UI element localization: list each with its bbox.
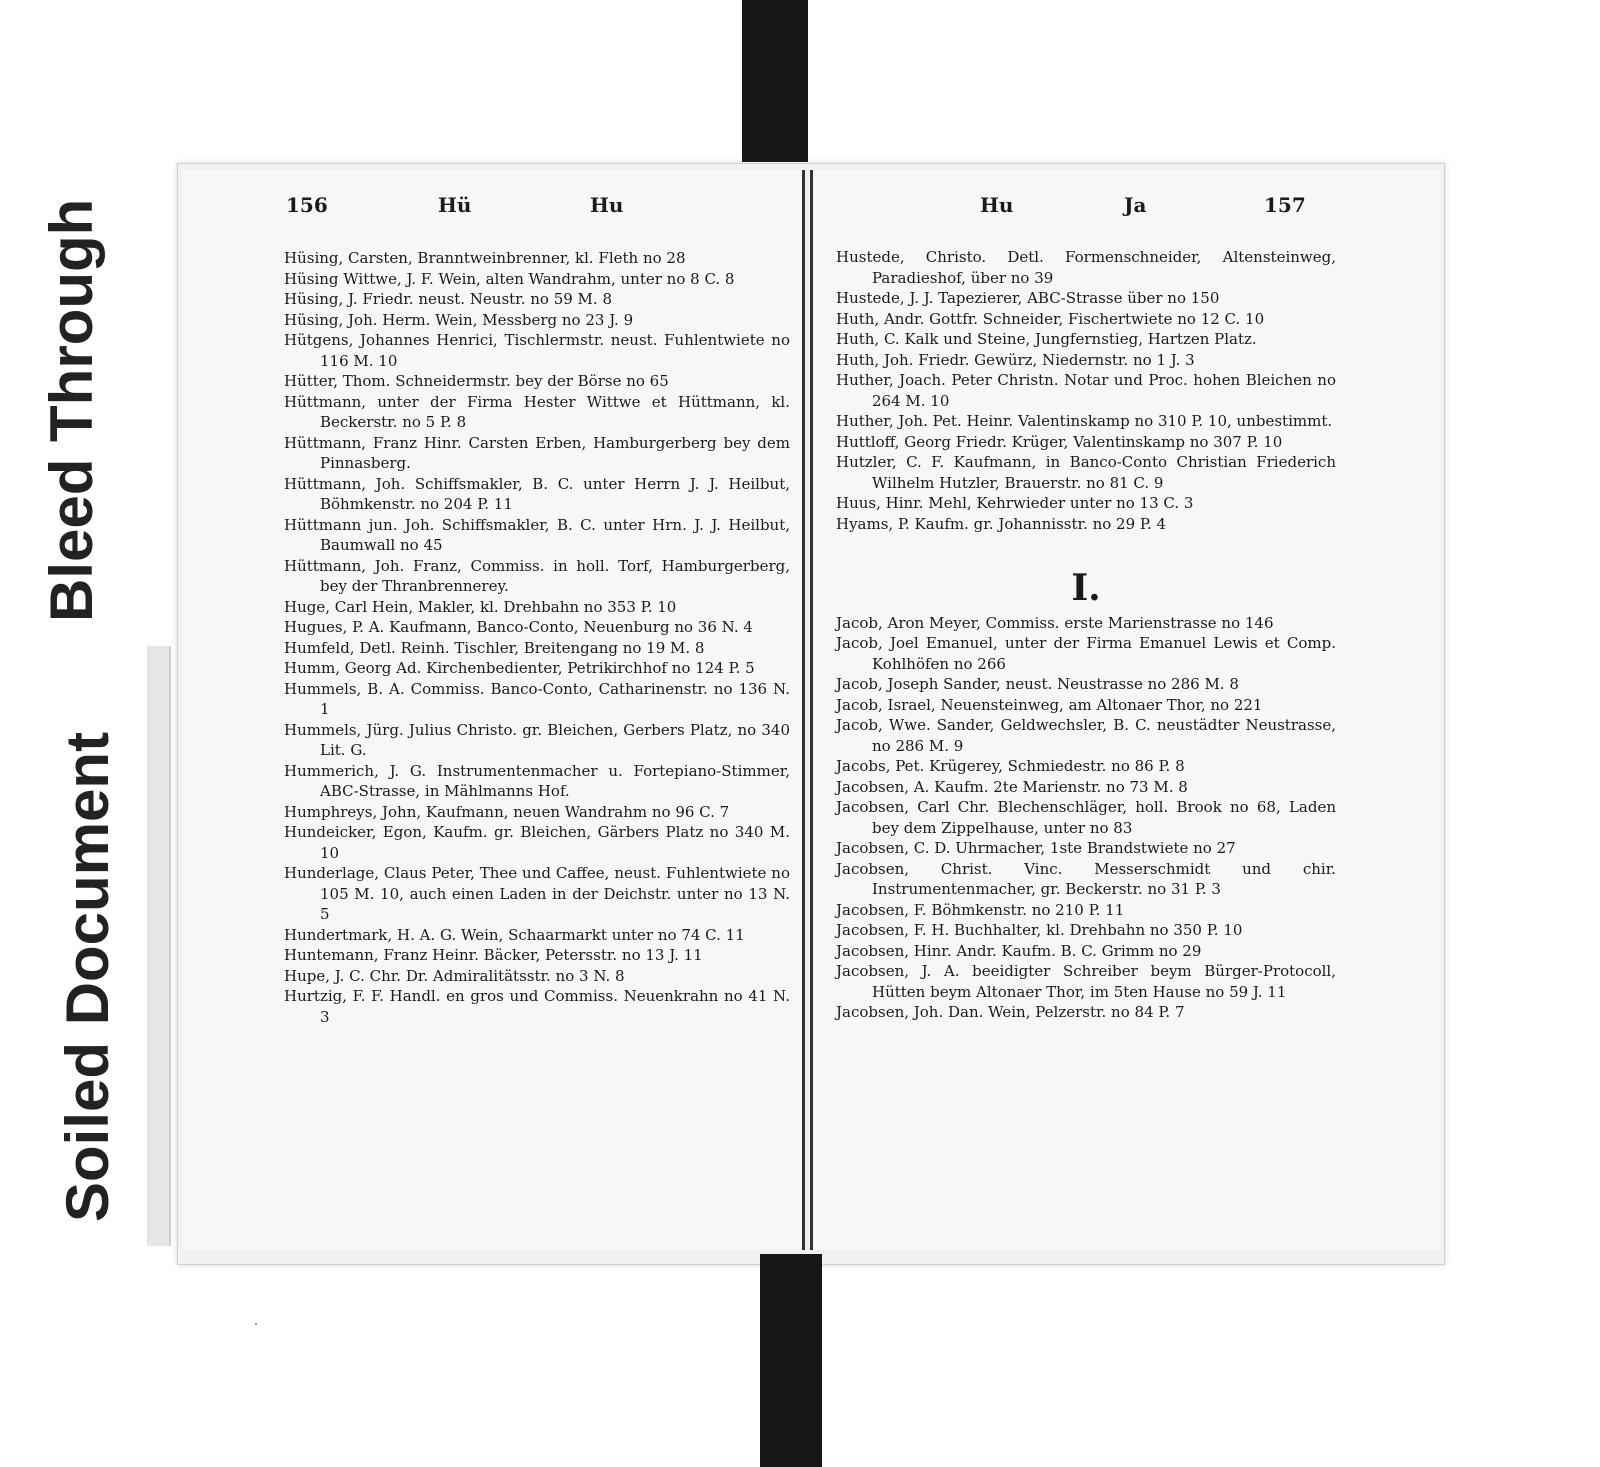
directory-entry: Hyams, P. Kaufm. gr. Johannisstr. no 29 P. 4 (836, 514, 1167, 533)
directory-entry: Hundertmark, H. A. G. Wein, Schaarmarkt unter no 74 C. 11 (284, 925, 745, 944)
right-running-head-1: Hu (980, 193, 1014, 217)
directory-entry: Huth, Andr. Gottfr. Schneider, Fischertwiete no 12 C. 10 (836, 309, 1265, 328)
directory-entry: Hüsing, J. Friedr. neust. Neustr. no 59 M. 8 (284, 290, 612, 308)
right-running-head-2: Ja (1124, 193, 1147, 217)
directory-entry: Hundeicker, Egon, Kaufm. gr. Bleichen, Gärbers Platz no 340 M. 10 (284, 823, 790, 862)
directory-entry: Hüttmann, Joh. Franz, Commiss. in holl. Torf, Hamburgerberg, bey der Thranbrennerey. (284, 556, 790, 595)
directory-entry: Jacobsen, Hinr. Andr. Kaufm. B. C. Grimm no 29 (836, 941, 1202, 960)
directory-entry: Humm, Georg Ad. Kirchenbedienter, Petrikirchhof no 124 P. 5 (284, 659, 755, 677)
left-page-number: 156 (286, 193, 328, 217)
directory-entry: Jacobsen, A. Kaufm. 2te Marienstr. no 73 M. 8 (836, 777, 1188, 796)
directory-entry: Hüttmann, Franz Hinr. Carsten Erben, Hamburgerberg bey dem Pinnasberg. (284, 433, 790, 472)
section-letter-i: I. (1071, 567, 1101, 609)
directory-entry: Jacobsen, F. H. Buchhalter, kl. Drehbahn no 350 P. 10 (836, 921, 1243, 939)
left-running-head-1: Hü (438, 193, 472, 217)
directory-entry: Hugues, P. A. Kaufmann, Banco-Conto, Neuenburg no 36 N. 4 (284, 618, 753, 636)
directory-entry: Huth, C. Kalk und Steine, Jungfernstieg, Hartzen Platz. (836, 330, 1257, 348)
directory-entry: Hummerich, J. G. Instrumentenmacher u. Fortepiano-Stimmer, ABC-Strasse, in Mählmanns Hof. (284, 761, 790, 800)
directory-entry: Hüsing, Carsten, Branntweinbrenner, kl. Fleth no 28 (284, 249, 686, 267)
directory-entry: Jacobsen, C. D. Uhrmacher, 1ste Brandstwiete no 27 (836, 839, 1236, 857)
directory-entry: Jacobsen, J. A. beeidigter Schreiber beym Bürger-Protocoll, Hütten beym Altonaer Thor, im 5ten Hause no 59 J. 11 (836, 962, 1336, 1001)
directory-entry: Hunderlage, Claus Peter, Thee und Caffee, neust. Fuhlentwiete no 105 M. 10, auch einen Laden in der Deichstr. unter no 13 N. 5 (284, 864, 790, 923)
directory-entry: Hüsing Wittwe, J. F. Wein, alten Wandrahm, unter no 8 C. 8 (284, 269, 735, 288)
directory-entry: Hummels, B. A. Commiss. Banco-Conto, Catharinenstr. no 136 N. 1 (284, 679, 790, 718)
directory-entry: Huther, Joach. Peter Christn. Notar und Proc. hohen Bleichen no 264 M. 10 (836, 371, 1336, 410)
speck (255, 1323, 257, 1325)
left-entries-list (284, 248, 790, 1027)
directory-entry: Jacob, Wwe. Sander, Geldwechsler, B. C. neustädter Neustrasse, no 286 M. 9 (836, 716, 1336, 755)
directory-entry: Hutzler, C. F. Kaufmann, in Banco-Conto Christian Friederich Wilhelm Hutzler, Brauerstr. no 81 C. 9 (836, 453, 1336, 492)
directory-entry: Hüttmann jun. Joh. Schiffsmakler, B. C. unter Hrn. J. J. Heilbut, Baumwall no 45 (284, 515, 790, 554)
i-entries (836, 613, 1336, 1023)
directory-entry: Hütter, Thom. Schneidermstr. bey der Börse no 65 (284, 372, 669, 390)
spine-clip-bottom (760, 1254, 822, 1467)
directory-entry: Jacob, Israel, Neuensteinweg, am Altonaer Thor, no 221 (836, 695, 1263, 714)
left-running-head-2: Hu (590, 193, 624, 217)
directory-entry: Jacob, Aron Meyer, Commiss. erste Marienstrasse no 146 (836, 613, 1274, 632)
directory-entry: Huntemann, Franz Heinr. Bäcker, Petersstr. no 13 J. 11 (284, 946, 703, 964)
directory-entry: Huttloff, Georg Friedr. Krüger, Valentinskamp no 307 P. 10 (836, 432, 1283, 451)
right-page-number: 157 (1264, 193, 1306, 217)
directory-entry: Hustede, Christo. Detl. Formenschneider, Altensteinweg, Paradieshof, über no 39 (836, 248, 1336, 287)
directory-entry: Jacobs, Pet. Krügerey, Schmiedestr. no 86 P. 8 (836, 757, 1185, 775)
directory-entry: Jacobsen, Christ. Vinc. Messerschmidt und chir. Instrumentenmacher, gr. Beckerstr. no 31 P. 3 (836, 859, 1336, 898)
directory-entry: Jacobsen, Joh. Dan. Wein, Pelzerstr. no 84 P. 7 (836, 1003, 1185, 1021)
directory-entry: Jacobsen, F. Böhmkenstr. no 210 P. 11 (836, 900, 1125, 919)
directory-entry: Jacob, Joel Emanuel, unter der Firma Emanuel Lewis et Comp. Kohlhöfen no 266 (836, 634, 1336, 673)
directory-entry: Hüsing, Joh. Herm. Wein, Messberg no 23 J. 9 (284, 310, 634, 329)
directory-entry: Hütgens, Johannes Henrici, Tischlermstr. neust. Fuhlentwiete no 116 M. 10 (284, 331, 790, 370)
directory-entry: Hustede, J. J. Tapezierer, ABC-Strasse über no 150 (836, 289, 1220, 307)
directory-entry: Humphreys, John, Kaufmann, neuen Wandrahm no 96 C. 7 (284, 802, 730, 821)
directory-entry: Hupe, J. C. Chr. Dr. Admiralitätsstr. no 3 N. 8 (284, 966, 625, 985)
directory-entry: Hüttmann, Joh. Schiffsmakler, B. C. unter Herrn J. J. Heilbut, Böhmkenstr. no 204 P. 11 (284, 474, 790, 513)
soiled-document-stamp: Soiled Document (54, 731, 121, 1222)
bleed-through-stamp: Bleed Through (38, 198, 105, 622)
h-entries (836, 247, 1336, 534)
directory-entry: Humfeld, Detl. Reinh. Tischler, Breitengang no 19 M. 8 (284, 638, 705, 657)
directory-entry: Huther, Joh. Pet. Heinr. Valentinskamp no 310 P. 10, unbestimmt. (836, 412, 1333, 430)
soiled-document-tab (147, 646, 171, 1246)
right-entries-list (836, 247, 1336, 1023)
directory-entry: Hummels, Jürg. Julius Christo. gr. Bleichen, Gerbers Platz, no 340 Lit. G. (284, 720, 790, 759)
directory-entry: Huus, Hinr. Mehl, Kehrwieder unter no 13 C. 3 (836, 494, 1194, 512)
directory-entry: Jacobsen, Carl Chr. Blechenschläger, holl. Brook no 68, Laden bey dem Zippelhause, unter no 83 (836, 798, 1336, 837)
directory-entry: Huth, Joh. Friedr. Gewürz, Niedernstr. no 1 J. 3 (836, 350, 1195, 369)
directory-entry: Hurtzig, F. F. Handl. en gros und Commiss. Neuenkrahn no 41 N. 3 (284, 987, 790, 1026)
directory-entry: Huge, Carl Hein, Makler, kl. Drehbahn no 353 P. 10 (284, 597, 677, 616)
spine-clip-top (742, 0, 808, 162)
directory-entry: Jacob, Joseph Sander, neust. Neustrasse no 286 M. 8 (836, 675, 1239, 693)
directory-entry: Hüttmann, unter der Firma Hester Wittwe et Hüttmann, kl. Beckerstr. no 5 P. 8 (284, 392, 790, 431)
